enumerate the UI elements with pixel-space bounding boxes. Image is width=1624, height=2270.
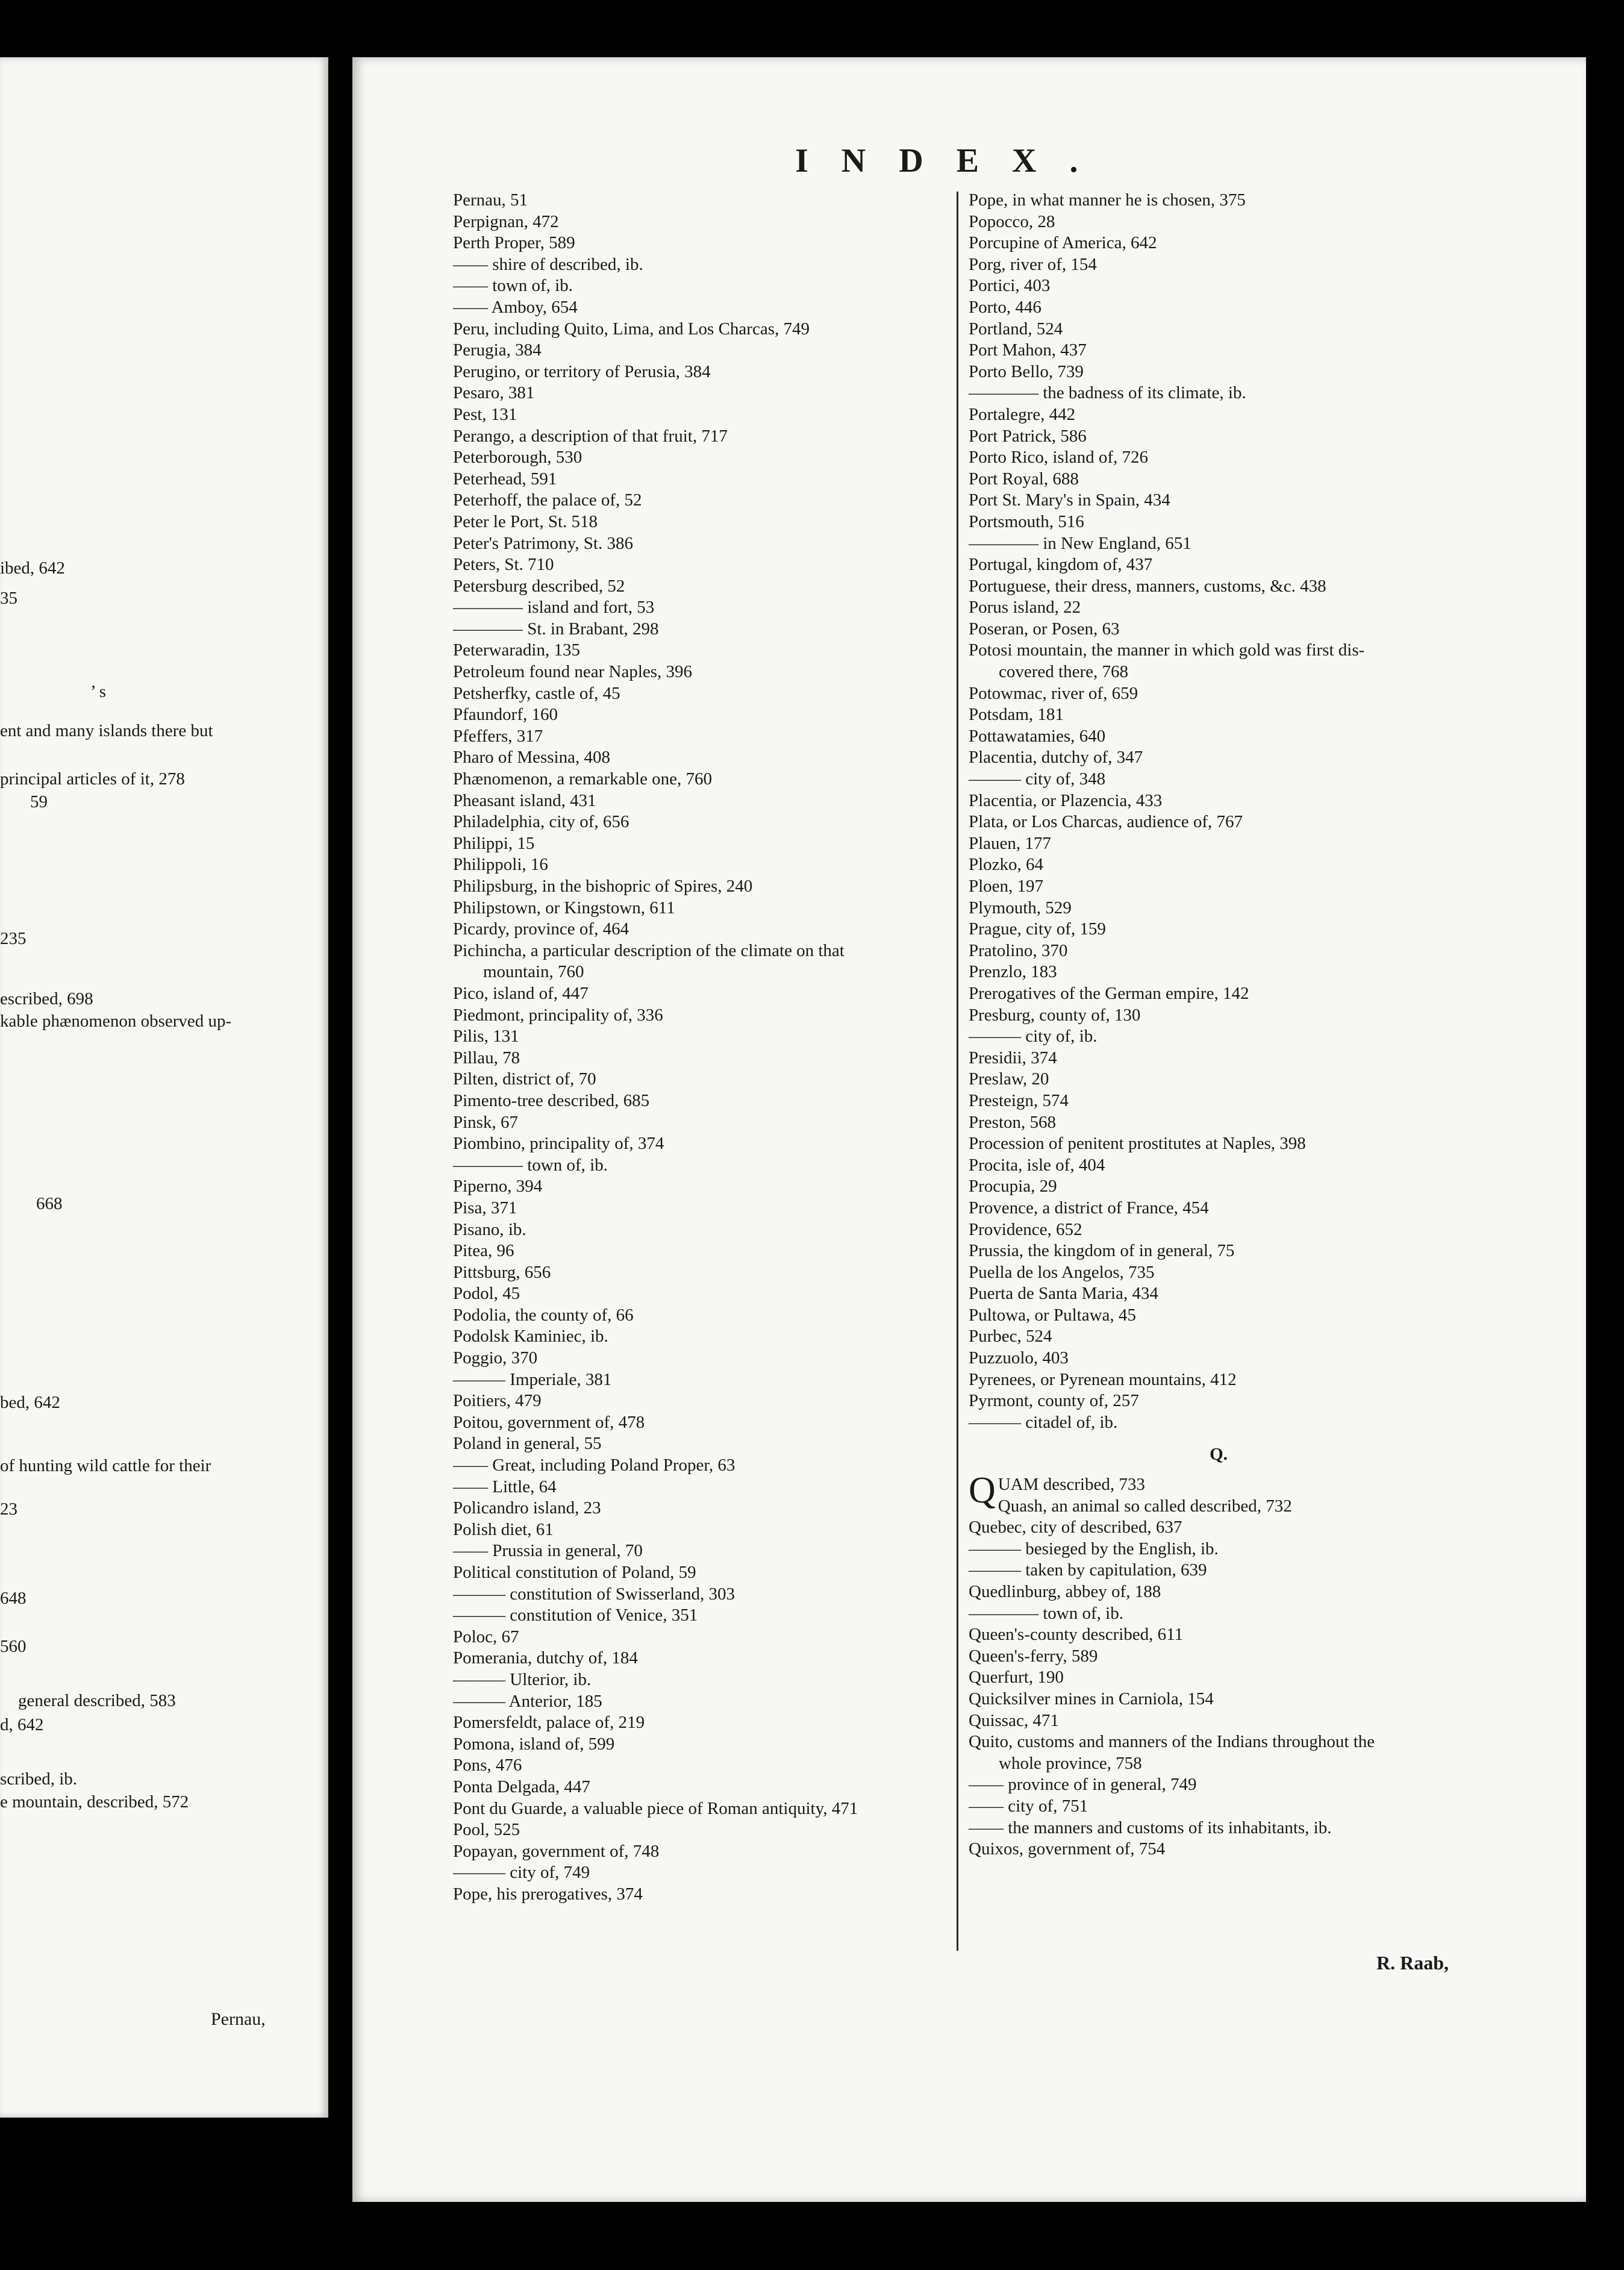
- index-entry: —— province of in general, 749: [969, 1775, 1197, 1795]
- index-column-right: [969, 190, 1469, 1860]
- left-fragment-line: kable phænomenon observed up-: [0, 1011, 232, 1031]
- index-entry: Pheasant island, 431: [453, 790, 596, 810]
- index-entry: Potosi mountain, the manner in which gold was first dis-: [969, 640, 1365, 660]
- index-entry: ———— St. in Brabant, 298: [453, 619, 659, 639]
- index-entry: ——— constitution of Venice, 351: [453, 1606, 698, 1625]
- left-fragment-line: 560: [0, 1637, 27, 1656]
- index-entry: Ponta Delgada, 447: [453, 1777, 590, 1796]
- left-fragment-line: ’ s: [90, 682, 107, 701]
- index-entry: Port Patrick, 586: [969, 426, 1087, 446]
- index-entry: —— Prussia in general, 70: [453, 1541, 643, 1561]
- left-fragment-line: 35: [0, 589, 17, 608]
- index-entry: Podolia, the county of, 66: [453, 1305, 634, 1325]
- index-entry: Peter le Port, St. 518: [453, 511, 598, 531]
- left-fragment-line: scribed, ib.: [0, 1769, 78, 1789]
- index-entry: Perpignan, 472: [453, 211, 559, 231]
- index-entry: Prenzlo, 183: [969, 962, 1057, 982]
- index-entry: Pittsburg, 656: [453, 1262, 551, 1282]
- left-fragment-line: ibed, 642: [0, 558, 65, 578]
- index-entry: Pont du Guarde, a valuable piece of Roman antiquity, 471: [453, 1798, 858, 1818]
- index-entry: Petersburg described, 52: [453, 576, 625, 596]
- index-entry: Poseran, or Posen, 63: [969, 619, 1120, 639]
- index-entry: Port Royal, 688: [969, 469, 1079, 489]
- index-entry: Peterwaradin, 135: [453, 640, 580, 660]
- index-entry: Polish diet, 61: [453, 1519, 554, 1539]
- index-entry: Podol, 45: [453, 1284, 520, 1304]
- page-title: INDEX.: [795, 142, 1111, 180]
- index-entry: Placentia, dutchy of, 347: [969, 748, 1143, 768]
- index-entry: Porus island, 22: [969, 598, 1081, 618]
- index-entry: —— the manners and customs of its inhabitants, ib.: [969, 1818, 1332, 1837]
- left-fragment-line: d, 642: [0, 1715, 44, 1734]
- index-entry: —— town of, ib.: [453, 276, 573, 296]
- index-entry: Popayan, government of, 748: [453, 1841, 660, 1861]
- index-entry: Puerta de Santa Maria, 434: [969, 1284, 1158, 1304]
- left-fragment-line: 59: [30, 792, 48, 811]
- index-entry: Pope, his prerogatives, 374: [453, 1884, 643, 1904]
- index-entry: Peterborough, 530: [453, 448, 582, 467]
- index-entry: Portland, 524: [969, 319, 1063, 339]
- index-entry: Peterhoff, the palace of, 52: [453, 490, 642, 510]
- left-fragment-line: ent and many islands there but: [0, 721, 213, 740]
- index-entry: Philipsburg, in the bishopric of Spires, 240: [453, 877, 753, 896]
- index-entry: Puzzuolo, 403: [969, 1348, 1069, 1368]
- index-entry: Pons, 476: [453, 1756, 522, 1775]
- index-entry: whole province, 758: [999, 1753, 1142, 1773]
- index-entry: Pisano, ib.: [453, 1219, 526, 1239]
- index-entry: Port Mahon, 437: [969, 340, 1087, 360]
- index-entry: Pottawatamies, 640: [969, 726, 1106, 746]
- index-entry: Porto Rico, island of, 726: [969, 448, 1149, 467]
- index-entry: Pyrmont, county of, 257: [969, 1391, 1139, 1411]
- index-entry: Pool, 525: [453, 1820, 520, 1840]
- index-entry: Peru, including Quito, Lima, and Los Charcas, 749: [453, 319, 810, 339]
- index-entry: —— Great, including Poland Proper, 63: [453, 1455, 735, 1475]
- index-entry: Podolsk Kaminiec, ib.: [453, 1327, 608, 1346]
- index-entry: Pisa, 371: [453, 1198, 517, 1218]
- index-entry: Piombino, principality of, 374: [453, 1134, 664, 1154]
- left-fragment-line: escribed, 698: [0, 989, 93, 1008]
- index-entry: Philipstown, or Kingstown, 611: [453, 898, 675, 918]
- index-entry: Porg, river of, 154: [969, 254, 1097, 274]
- index-entry: ——— constitution of Swisserland, 303: [453, 1584, 735, 1604]
- index-entry: Prague, city of, 159: [969, 919, 1106, 939]
- index-entry: Petsherfky, castle of, 45: [453, 683, 620, 703]
- index-entry: Pest, 131: [453, 404, 517, 424]
- index-entry: ——— Ulterior, ib.: [453, 1669, 592, 1689]
- index-entry: Purbec, 524: [969, 1327, 1052, 1346]
- index-entry: Procession of penitent prostitutes at Naples, 398: [969, 1134, 1306, 1154]
- index-entry: Perugino, or territory of Perusia, 384: [453, 361, 711, 381]
- index-entry: Presburg, county of, 130: [969, 1005, 1141, 1025]
- index-entry: Poggio, 370: [453, 1348, 538, 1368]
- index-entry: Presidii, 374: [969, 1048, 1057, 1068]
- index-entry: Portuguese, their dress, manners, customs, &c. 438: [969, 576, 1326, 596]
- left-page: [0, 57, 328, 2118]
- index-entry: Poloc, 67: [453, 1627, 519, 1646]
- left-fragment-line: general described, 583: [18, 1691, 176, 1710]
- index-entry: ———— in New England, 651: [969, 533, 1191, 553]
- index-entry: Providence, 652: [969, 1219, 1082, 1239]
- index-entry: Political constitution of Poland, 59: [453, 1563, 696, 1582]
- index-entry: ——— Anterior, 185: [453, 1691, 602, 1711]
- index-entry: Peterhead, 591: [453, 469, 557, 489]
- index-entry: Quissac, 471: [969, 1710, 1059, 1730]
- index-entry: Pimento-tree described, 685: [453, 1090, 650, 1110]
- index-entry: ———— island and fort, 53: [453, 598, 655, 618]
- index-entry: Queen's-county described, 611: [969, 1625, 1184, 1645]
- index-entry: Portsmouth, 516: [969, 511, 1084, 531]
- index-entry: Presteign, 574: [969, 1090, 1069, 1110]
- left-fragment-line: 648: [0, 1589, 27, 1608]
- index-entry: Preston, 568: [969, 1112, 1056, 1132]
- right-catchword: R. Raab,: [1376, 1952, 1449, 1974]
- index-entry: —— city of, 751: [969, 1796, 1088, 1816]
- section-letter-q: Q.: [1210, 1445, 1228, 1465]
- index-entry: Querfurt, 190: [969, 1668, 1064, 1687]
- index-entry: Plauen, 177: [969, 833, 1051, 853]
- left-fragment-line: of hunting wild cattle for their: [0, 1456, 211, 1475]
- index-entry: Pomersfeldt, palace of, 219: [453, 1713, 645, 1733]
- index-entry: Pomona, island of, 599: [453, 1734, 615, 1754]
- index-entry: Perth Proper, 589: [453, 233, 575, 253]
- column-divider: [957, 192, 958, 1951]
- index-entry: ——— city of, 749: [453, 1863, 590, 1883]
- index-entry: Peters, St. 710: [453, 555, 554, 575]
- index-entry: Pfaundorf, 160: [453, 705, 558, 725]
- index-entry: ———— town of, ib.: [969, 1603, 1123, 1623]
- index-entry: Potsdam, 181: [969, 705, 1064, 725]
- index-entry: Pesaro, 381: [453, 383, 535, 403]
- left-fragment-line: principal articles of it, 278: [0, 769, 185, 789]
- index-entry: Puella de los Angelos, 735: [969, 1262, 1155, 1282]
- index-entry: Portugal, kingdom of, 437: [969, 555, 1153, 575]
- index-entry: Plata, or Los Charcas, audience of, 767: [969, 812, 1243, 832]
- index-entry: —— Amboy, 654: [453, 297, 578, 317]
- index-entry: Porto Bello, 739: [969, 361, 1084, 381]
- index-entry: ——— taken by capitulation, 639: [969, 1560, 1207, 1580]
- index-entry: Port St. Mary's in Spain, 434: [969, 490, 1170, 510]
- index-entry: Pomerania, dutchy of, 184: [453, 1648, 638, 1668]
- index-entry: Pultowa, or Pultawa, 45: [969, 1305, 1136, 1325]
- index-entry: Pichincha, a particular description of the climate on that: [453, 940, 845, 960]
- index-entry: Quash, an animal so called described, 732: [998, 1496, 1292, 1516]
- index-entry: Pico, island of, 447: [453, 983, 589, 1003]
- index-entry: Pinsk, 67: [453, 1112, 518, 1132]
- index-entry: ——— city of, ib.: [969, 1027, 1098, 1046]
- index-entry: —— shire of described, ib.: [453, 254, 643, 274]
- index-entry: Poitiers, 479: [453, 1391, 542, 1411]
- index-entry: Philippi, 15: [453, 833, 535, 853]
- index-entry: Poland in general, 55: [453, 1434, 602, 1454]
- index-entry: Portalegre, 442: [969, 404, 1076, 424]
- index-entry: ——— Imperiale, 381: [453, 1369, 612, 1389]
- index-entry: Pratolino, 370: [969, 940, 1068, 960]
- index-entry: Pyrenees, or Pyrenean mountains, 412: [969, 1369, 1237, 1389]
- index-entry: Peter's Patrimony, St. 386: [453, 533, 633, 553]
- drop-cap: Q: [969, 1470, 996, 1512]
- index-entry: ——— besieged by the English, ib.: [969, 1539, 1219, 1559]
- index-entry: Pilis, 131: [453, 1027, 519, 1046]
- index-entry: ———— town of, ib.: [453, 1155, 608, 1175]
- index-entry-text: UAM described, 733: [998, 1475, 1145, 1495]
- index-entry: Pharo of Messina, 408: [453, 748, 610, 768]
- index-entry: mountain, 760: [483, 962, 584, 982]
- index-entry: Policandro island, 23: [453, 1498, 601, 1518]
- index-entry: Ploen, 197: [969, 877, 1044, 896]
- index-entry: Pitea, 96: [453, 1241, 514, 1261]
- index-entry: Plymouth, 529: [969, 898, 1072, 918]
- index-entry: Piperno, 394: [453, 1177, 543, 1196]
- left-fragment-line: 23: [0, 1499, 17, 1519]
- index-entry: Pope, in what manner he is chosen, 375: [969, 190, 1246, 210]
- index-entry: ———— the badness of its climate, ib.: [969, 383, 1246, 403]
- left-catchword: Pernau,: [211, 2009, 266, 2029]
- index-entry: Popocco, 28: [969, 211, 1055, 231]
- index-entry: ——— citadel of, ib.: [969, 1412, 1118, 1432]
- index-entry: Quedlinburg, abbey of, 188: [969, 1582, 1161, 1601]
- index-entry: Prussia, the kingdom of in general, 75: [969, 1241, 1235, 1261]
- index-entry: Portici, 403: [969, 276, 1051, 296]
- index-entry: Placentia, or Plazencia, 433: [969, 790, 1163, 810]
- left-fragment-line: 668: [36, 1194, 63, 1213]
- index-entry: Plozko, 64: [969, 855, 1044, 875]
- left-fragment-line: e mountain, described, 572: [0, 1792, 189, 1812]
- index-entry: Pernau, 51: [453, 190, 528, 210]
- index-entry: Provence, a district of France, 454: [969, 1198, 1209, 1218]
- index-entry: Quixos, government of, 754: [969, 1839, 1166, 1859]
- index-entry: Procita, isle of, 404: [969, 1155, 1105, 1175]
- index-entry: Pfeffers, 317: [453, 726, 543, 746]
- index-entry: Quebec, city of described, 637: [969, 1518, 1182, 1537]
- index-entry: Porcupine of America, 642: [969, 233, 1157, 253]
- index-column-left: [453, 190, 953, 1906]
- left-fragment-line: bed, 642: [0, 1393, 60, 1412]
- index-entry: Perugia, 384: [453, 340, 542, 360]
- index-entry: Preslaw, 20: [969, 1069, 1049, 1089]
- index-entry: Perango, a description of that fruit, 717: [453, 426, 728, 446]
- index-entry: Porto, 446: [969, 297, 1042, 317]
- index-entry: —— Little, 64: [453, 1477, 557, 1496]
- index-entry: Quito, customs and manners of the Indians throughout the: [969, 1732, 1375, 1752]
- index-entry: covered there, 768: [999, 662, 1128, 682]
- index-entry: Queen's-ferry, 589: [969, 1646, 1098, 1666]
- index-entry: Picardy, province of, 464: [453, 919, 629, 939]
- index-entry: Pilten, district of, 70: [453, 1069, 596, 1089]
- index-entry: Piedmont, principality of, 336: [453, 1005, 663, 1025]
- index-entry: Poitou, government of, 478: [453, 1412, 645, 1432]
- index-entry: Pillau, 78: [453, 1048, 520, 1068]
- index-entry: Procupia, 29: [969, 1177, 1057, 1196]
- index-entry: Petroleum found near Naples, 396: [453, 662, 693, 682]
- index-entry: Philadelphia, city of, 656: [453, 812, 629, 832]
- index-entry: Prerogatives of the German empire, 142: [969, 983, 1249, 1003]
- index-entry: Phænomenon, a remarkable one, 760: [453, 769, 713, 789]
- index-entry: Philippoli, 16: [453, 855, 548, 875]
- index-entry: Potowmac, river of, 659: [969, 683, 1138, 703]
- index-entry: Quicksilver mines in Carniola, 154: [969, 1689, 1214, 1709]
- index-entry: ——— city of, 348: [969, 769, 1106, 789]
- left-fragment-line: 235: [0, 929, 27, 948]
